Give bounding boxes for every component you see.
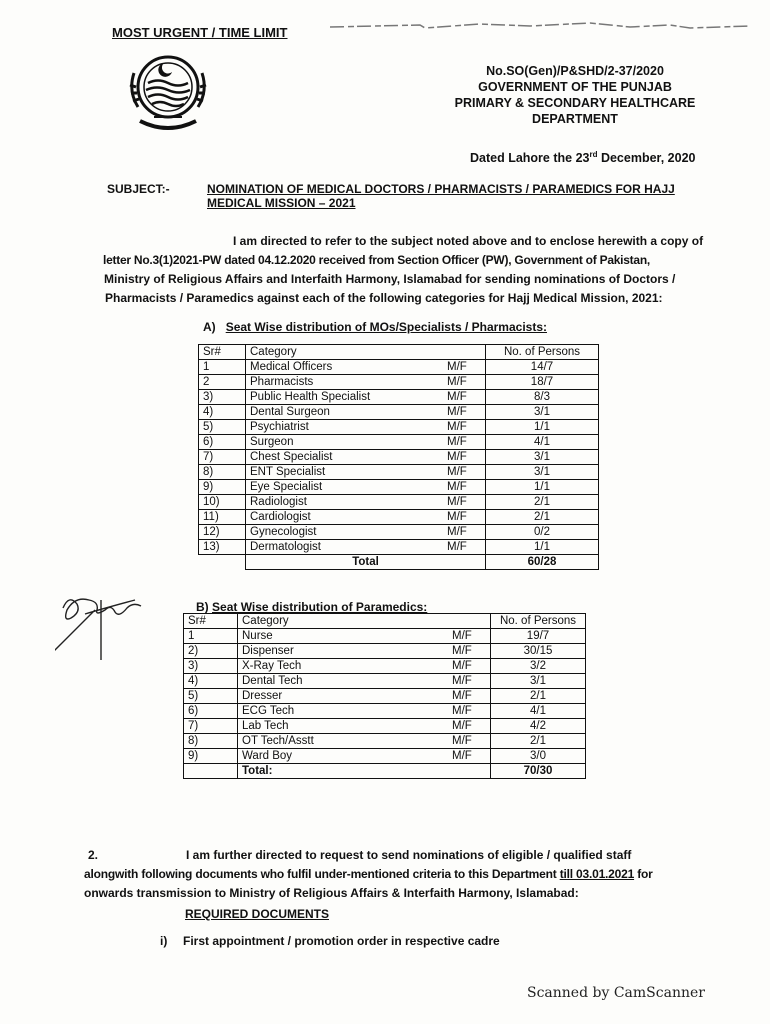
para2-line1: I am further directed to request to send nominations of eligible / qualified staff [186, 848, 632, 862]
government-name: GOVERNMENT OF THE PUNJAB [478, 80, 672, 94]
deadline-date: till 03.01.2021 [559, 867, 635, 881]
section-a-rows [199, 360, 599, 555]
letter-date: Dated Lahore the 23rd December, 2020 [470, 150, 696, 166]
para2-line3: onwards transmission to Ministry of Religious Affairs & Interfaith Harmony, Islamabad: [84, 886, 579, 900]
table-row: 9) Ward Boy M/F 3/0 [184, 749, 586, 764]
department-name-line1: PRIMARY & SECONDARY HEALTHCARE [454, 96, 696, 110]
paramedics-table [183, 613, 586, 779]
total-value: 60/28 [486, 555, 599, 570]
subject-label: SUBJECT:- [107, 182, 170, 196]
subject-text: NOMINATION OF MEDICAL DOCTORS / PHARMACISTS / PARAMEDICS FOR HAJJ MEDICAL MISSION – 2021 [207, 182, 675, 210]
scanned-watermark: Scanned by CamScanner [527, 985, 705, 1001]
para1-line1: I am directed to refer to the subject noted above and to enclose herewith a copy of [233, 234, 704, 248]
table-row: 6) Surgeon M/F 4/1 [199, 435, 599, 450]
section-a-title: Seat Wise distribution of MOs/Specialists / Pharmacists: [225, 320, 547, 334]
table-row: 4) Dental Surgeon M/F 3/1 [199, 405, 599, 420]
table-row: 7) Chest Specialist M/F 3/1 [199, 450, 599, 465]
table-row: 1 Medical Officers M/F 14/7 [199, 360, 599, 375]
table-row: 5) Psychiatrist M/F 1/1 [199, 420, 599, 435]
para2-number: 2. [88, 848, 99, 862]
para1-line4: Pharmacists / Paramedics against each of the following categories for Hajj Medical Mission, 2021: [105, 291, 663, 305]
table-row: 3) X-Ray Tech M/F 3/2 [184, 659, 586, 674]
table-row: 1 Nurse M/F 19/7 [184, 629, 586, 644]
punjab-seal-icon [120, 45, 216, 137]
table-row: 3) Public Health Specialist M/F 8/3 [199, 390, 599, 405]
scan-artifact-line [330, 22, 750, 36]
urgent-label: MOST URGENT / TIME LIMIT [112, 25, 288, 40]
department-name-line2: DEPARTMENT [532, 112, 618, 126]
table-header-row [184, 614, 586, 629]
table-header-row [199, 345, 599, 360]
para1-line3: Ministry of Religious Affairs and Interfaith Harmony, Islamabad for sending nominations of Doctors / [104, 272, 676, 286]
col-header-persons: No. of Persons [486, 345, 599, 360]
table-row: 6) ECG Tech M/F 4/1 [184, 704, 586, 719]
col-header-sr: Sr# [199, 345, 246, 360]
section-b-heading [196, 600, 427, 614]
table-row: 4) Dental Tech M/F 3/1 [184, 674, 586, 689]
col-header-persons: No. of Persons [491, 614, 586, 629]
table-row: 13) Dermatologist M/F 1/1 [199, 540, 599, 555]
table-row: 12) Gynecologist M/F 0/2 [199, 525, 599, 540]
table-row: 2 Pharmacists M/F 18/7 [199, 375, 599, 390]
required-documents-title: REQUIRED DOCUMENTS [185, 907, 330, 921]
section-b-marker: B) [196, 600, 209, 614]
col-header-category: Category [238, 614, 491, 629]
total-label: Total [246, 555, 486, 570]
table-row: 10) Radiologist M/F 2/1 [199, 495, 599, 510]
table-row: 2) Dispenser M/F 30/15 [184, 644, 586, 659]
table-row: 8) ENT Specialist M/F 3/1 [199, 465, 599, 480]
table-row: 7) Lab Tech M/F 4/2 [184, 719, 586, 734]
doctors-pharmacists-table [198, 344, 599, 570]
section-a-marker: A) [203, 320, 216, 334]
table-row: 8) OT Tech/Asstt M/F 2/1 [184, 734, 586, 749]
para1-line2: letter No.3(1)2021-PW dated 04.12.2020 received from Section Officer (PW), Government of Pakistan, [103, 253, 651, 267]
signature-icon [55, 570, 165, 665]
table-row: 9) Eye Specialist M/F 1/1 [199, 480, 599, 495]
required-doc-item: First appointment / promotion order in respective cadre [183, 934, 500, 948]
section-b-title: Seat Wise distribution of Paramedics: [212, 600, 428, 614]
col-header-category: Category [246, 345, 486, 360]
total-value: 70/30 [491, 764, 586, 779]
table-total-row [184, 764, 586, 779]
letter-header [440, 63, 710, 127]
table-total-row [199, 555, 599, 570]
table-row: 5) Dresser M/F 2/1 [184, 689, 586, 704]
section-b-rows [184, 629, 586, 764]
table-row: 11) Cardiologist M/F 2/1 [199, 510, 599, 525]
required-doc-marker: i) [160, 934, 168, 948]
total-label: Total: [238, 764, 491, 779]
section-a-heading [203, 320, 547, 334]
para2-line2: alongwith following documents who fulfil under-mentioned criteria to this Department till 03.01.2021 for [84, 867, 653, 881]
col-header-sr: Sr# [184, 614, 238, 629]
reference-number: No.SO(Gen)/P&SHD/2-37/2020 [486, 64, 664, 78]
